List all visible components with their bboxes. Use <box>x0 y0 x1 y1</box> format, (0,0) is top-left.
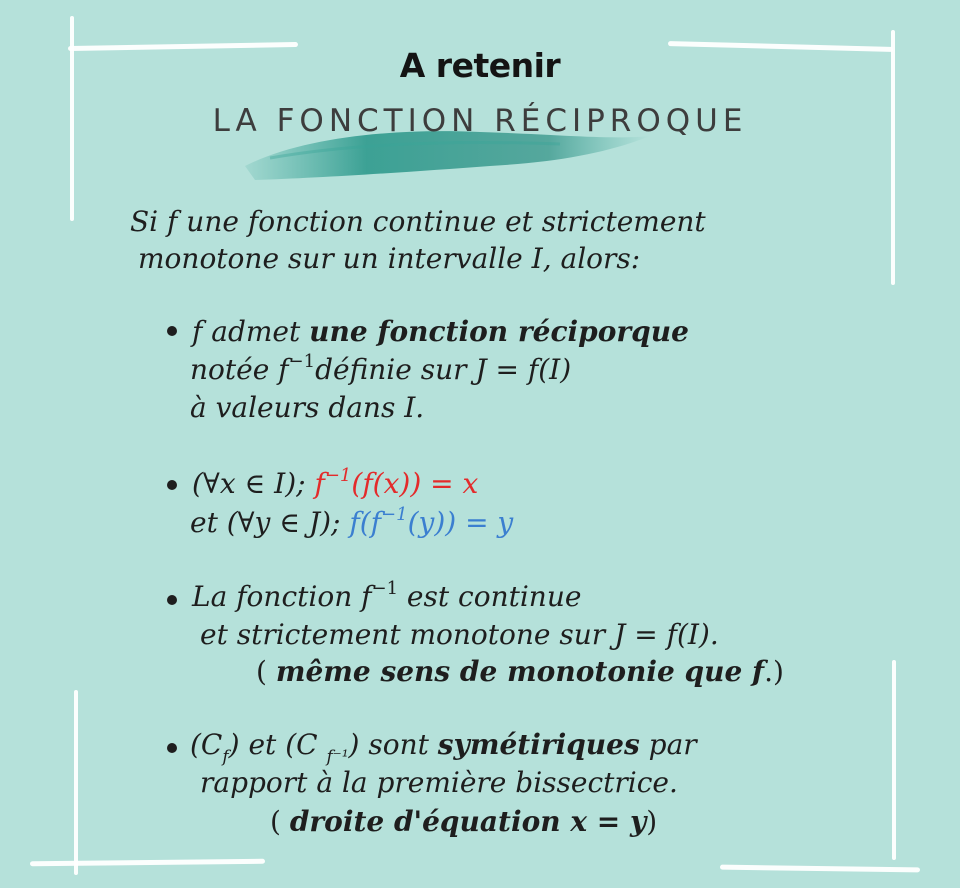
red-formula-a: f <box>314 467 325 500</box>
bullet-3-close-paren: .) <box>764 655 784 688</box>
bullet-3-line-2: et strictement monotone sur J = f(I). <box>200 618 719 651</box>
page-title: A retenir <box>399 46 561 85</box>
bullet-4-line-1 <box>190 728 697 767</box>
bullet-4-bold-text: symétiriques <box>437 728 640 761</box>
bullet-1-text-a: notée f <box>190 353 289 386</box>
bullet-4-bold-text-2: droite d'équation x = y <box>289 805 647 838</box>
bullet-4-line-2: rapport à la première bissectrice. <box>200 766 678 799</box>
bullet-1-text-b: définie sur J = f(I) <box>315 353 572 386</box>
bullet-4-text-end: par <box>639 728 697 761</box>
bullet-3-open-paren: ( <box>256 655 276 688</box>
bullet-4-open-paren: ( <box>270 805 290 838</box>
red-formula-b: (f(x)) = x <box>351 467 479 500</box>
curve-cf-subscript: f <box>222 747 229 767</box>
intro-line-1: Si f une fonction continue et strictement <box>130 205 706 238</box>
curve-cf-inverse-subscript: f⁻¹ <box>326 747 349 767</box>
bullet-4-close-paren: ) <box>646 805 658 838</box>
frame-bottom-left-line <box>30 859 265 866</box>
bullet-dot-3 <box>167 595 177 605</box>
bullet-2-quantifier: (∀x ∈ I); <box>192 467 315 500</box>
blue-formula-exponent: −1 <box>381 504 408 525</box>
blue-formula-b: (y)) = y <box>407 506 514 539</box>
red-formula-exponent: −1 <box>324 465 352 486</box>
bullet-4-text-post: ) sont <box>348 728 438 761</box>
bullet-3-line-1 <box>192 580 581 613</box>
bullet-3-text-a: La fonction f <box>192 580 372 613</box>
bullet-1-line-2 <box>190 353 571 386</box>
bullet-3-bold-text: même sens de monotonie que f <box>275 655 765 688</box>
bullet-3-line-3 <box>256 655 784 688</box>
bullet-2-line-1 <box>192 467 478 500</box>
frame-right-lower-line <box>892 660 896 860</box>
bullet-1-text: f admet <box>192 315 310 348</box>
frame-left-lower-line <box>74 690 78 875</box>
bullet-4-line-3 <box>270 805 657 838</box>
bullet-3-text-b: est continue <box>398 580 582 613</box>
bullet-dot-4 <box>167 743 177 753</box>
bullet-2-quantifier-2: et (∀y ∈ J); <box>190 506 350 539</box>
intro-line-2: monotone sur un intervalle I, alors: <box>138 242 641 275</box>
bullet-2-red-formula <box>314 467 478 500</box>
bullet-2-blue-formula <box>349 506 513 539</box>
bullet-dot-2 <box>167 480 177 490</box>
bullet-1-line-1 <box>192 315 689 348</box>
bullet-1-line-3: à valeurs dans I. <box>190 391 425 424</box>
bullet-1-bold-text: une fonction réciporque <box>309 315 689 348</box>
bullet-4-text-mid: ) et (C <box>228 728 327 761</box>
frame-bottom-right-line <box>720 865 920 873</box>
bullet-1-exponent: −1 <box>288 351 316 372</box>
page-subtitle: LA FONCTION RÉCIPROQUE <box>212 103 748 139</box>
bullet-dot-1 <box>167 326 177 336</box>
bullet-3-exponent: −1 <box>371 578 399 599</box>
bullet-2-line-2 <box>190 506 513 539</box>
blue-formula-a: f(f <box>349 506 382 539</box>
curve-cf-symbol: (C <box>190 728 223 761</box>
